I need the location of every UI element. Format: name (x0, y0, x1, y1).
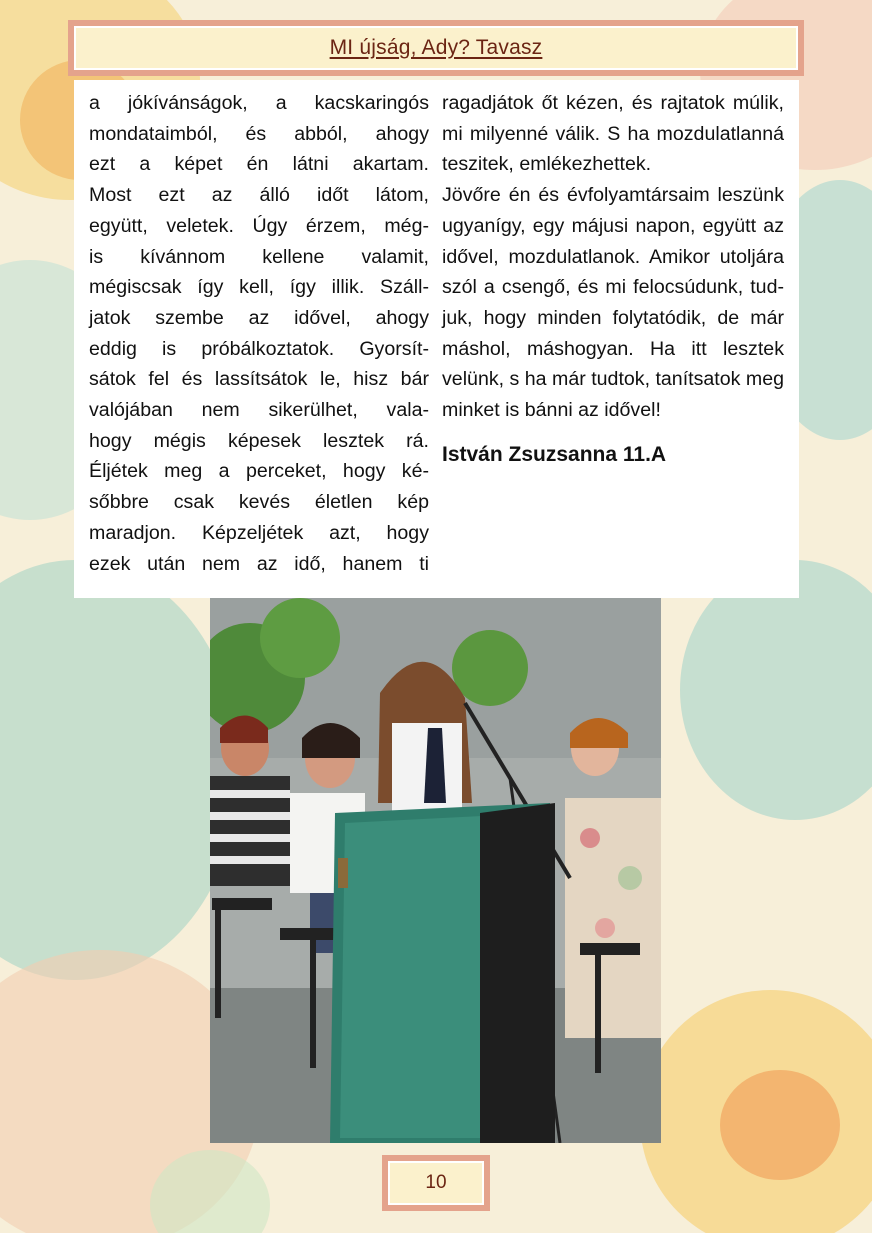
text-line: Most ezt az álló időt látom, (89, 184, 429, 207)
text-line: hogy mégis képesek lesztek rá. (89, 429, 429, 452)
speaker-photo (210, 598, 661, 1143)
page-number-box (382, 1155, 490, 1211)
header-banner (68, 20, 804, 76)
page-number-frame (388, 1161, 484, 1205)
text-line: ezek után nem az idő, hanem ti (89, 552, 429, 575)
text-line: is kívánnom kellene valamit, (89, 245, 429, 268)
text-line: együtt, veletek. Úgy érzem, még- (89, 214, 429, 237)
article-left-column (89, 88, 429, 579)
text-line: valójában nem sikerülhet, vala- (89, 399, 429, 422)
paragraph: ragadjátok őt kézen, és rajtatok múlik, mi milyenné válik. S ha mozdulatlanná teszitek, emlékezhettek. (442, 92, 784, 176)
text-line: Éljétek meg a perceket, hogy ké- (89, 460, 429, 483)
header-frame (74, 26, 798, 70)
author-signature: István Zsuzsanna 11.A (442, 442, 667, 466)
article-right-column (442, 88, 784, 470)
page-number: 10 (425, 1172, 447, 1193)
text-line: maradjon. Képzeljétek azt, hogy (89, 521, 429, 544)
page-title: MI újság, Ady? Tavasz (329, 36, 543, 59)
paragraph: Jövőre én és évfolyamtársaim leszünk ugyanígy, egy májusi napon, együtt az idővel, mozdulatlanok. Amikor utoljára szól a csengő, és mi felocsúdunk, tudjuk, hogy minden folytatódik, de már máshol, máshogyan. Ha itt lesztek velünk, s ha már tudtok, tanítsatok meg minket is bánni az idővel! (442, 184, 784, 422)
text-line: mégiscsak így kell, így illik. Száll- (89, 276, 429, 299)
text-line: ezt a képet én látni akartam. (89, 153, 429, 176)
text-line: sátok fel és lassítsátok le, hisz bár (89, 368, 429, 391)
text-line: sőbbre csak kevés életlen kép (89, 491, 429, 514)
text-line: jatok szembe az idővel, ahogy (89, 306, 429, 329)
photo-illustration (210, 598, 661, 1143)
text-line: a jókívánságok, a kacskaringós (89, 92, 429, 114)
text-line: mondataimból, és abból, ahogy (89, 122, 429, 145)
article-text-panel (74, 80, 799, 598)
text-line: eddig is próbálkoztatok. Gyorsít- (89, 337, 429, 360)
